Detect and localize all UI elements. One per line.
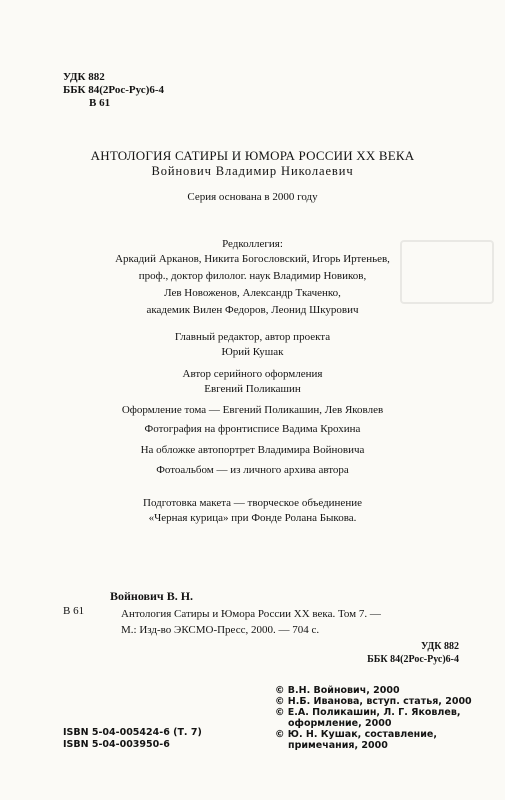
chief-editor-credit [0,330,505,360]
credit-organization: «Черная курица» при Фонде Ролана Быкова. [148,512,357,524]
bbk-code: ББК 84(2Рос-Рус)6-4 [367,654,459,665]
isbn-line: ISBN 5-04-005424-6 (Т. 7) [63,727,202,738]
catalog-line: Антология Сатиры и Юмора России XX века. Том 7. — [121,608,381,620]
author-name: Войнович Владимир Николаевич [151,164,354,178]
author-mark: В 61 [89,97,111,109]
editorial-board-line: Лев Новоженов, Александр Ткаченко, [164,287,341,299]
credit-person: Юрий Кушак [221,346,284,358]
catalog-code: В 61 [63,605,85,617]
series-note: Серия основана в 2000 году [187,191,318,203]
copyright-line: © Ю. Н. Кушак, составление, [275,729,437,740]
credit-person: Евгений Поликашин [204,383,301,395]
editorial-board-line: академик Вилен Федоров, Леонид Шкурович [146,304,359,316]
anthology-title: АНТОЛОГИЯ САТИРЫ И ЮМОРА РОССИИ XX ВЕКА [90,148,415,163]
series-design-credit [0,367,505,397]
credit-role: Автор серийного оформления [182,368,323,380]
cover-credit: На обложке автопортрет Владимира Войновича [140,444,365,456]
udk-code: УДК 882 [63,71,105,83]
bbk-code: ББК 84(2Рос-Рус)6-4 [63,84,165,96]
editorial-board-line: Аркадий Арканов, Никита Богословский, Игорь Иртеньев, [115,253,390,265]
editorial-board-line: проф., доктор филолог. наук Владимир Новиков, [138,270,367,282]
credit-role: Главный редактор, автор проекта [174,331,331,343]
udk-code: УДК 882 [421,641,459,652]
isbn-line: ISBN 5-04-003950-6 [63,739,170,750]
catalog-description [121,606,381,638]
copyright-line: примечания, 2000 [288,740,388,751]
editorial-board-list [0,251,505,319]
catalog-author: Войнович В. Н. [110,589,194,603]
copyright-line: © Н.Б. Иванова, вступ. статья, 2000 [275,696,472,707]
copyright-line: © Е.А. Поликашин, Л. Г. Яковлев, [275,707,461,718]
frontispiece-photo-credit: Фотография на фронтисписе Вадима Крохина [144,423,361,435]
copyright-line: © В.Н. Войнович, 2000 [275,685,400,696]
copyright-block [275,685,472,751]
volume-design-credit: Оформление тома — Евгений Поликашин, Лев Яковлев [121,404,384,416]
bottom-classification-codes [367,640,459,666]
copyright-line: оформление, 2000 [288,718,392,729]
isbn-block [63,727,202,751]
layout-preparation-credit [0,496,505,526]
credit-role: Подготовка макета — творческое объединение [143,497,362,509]
catalog-line: М.: Изд-во ЭКСМО-Пресс, 2000. — 704 с. [121,624,320,636]
top-classification-codes [63,71,164,110]
editorial-board-heading: Редколлегия: [222,238,283,250]
photo-album-credit: Фотоальбом — из личного архива автора [156,464,349,476]
